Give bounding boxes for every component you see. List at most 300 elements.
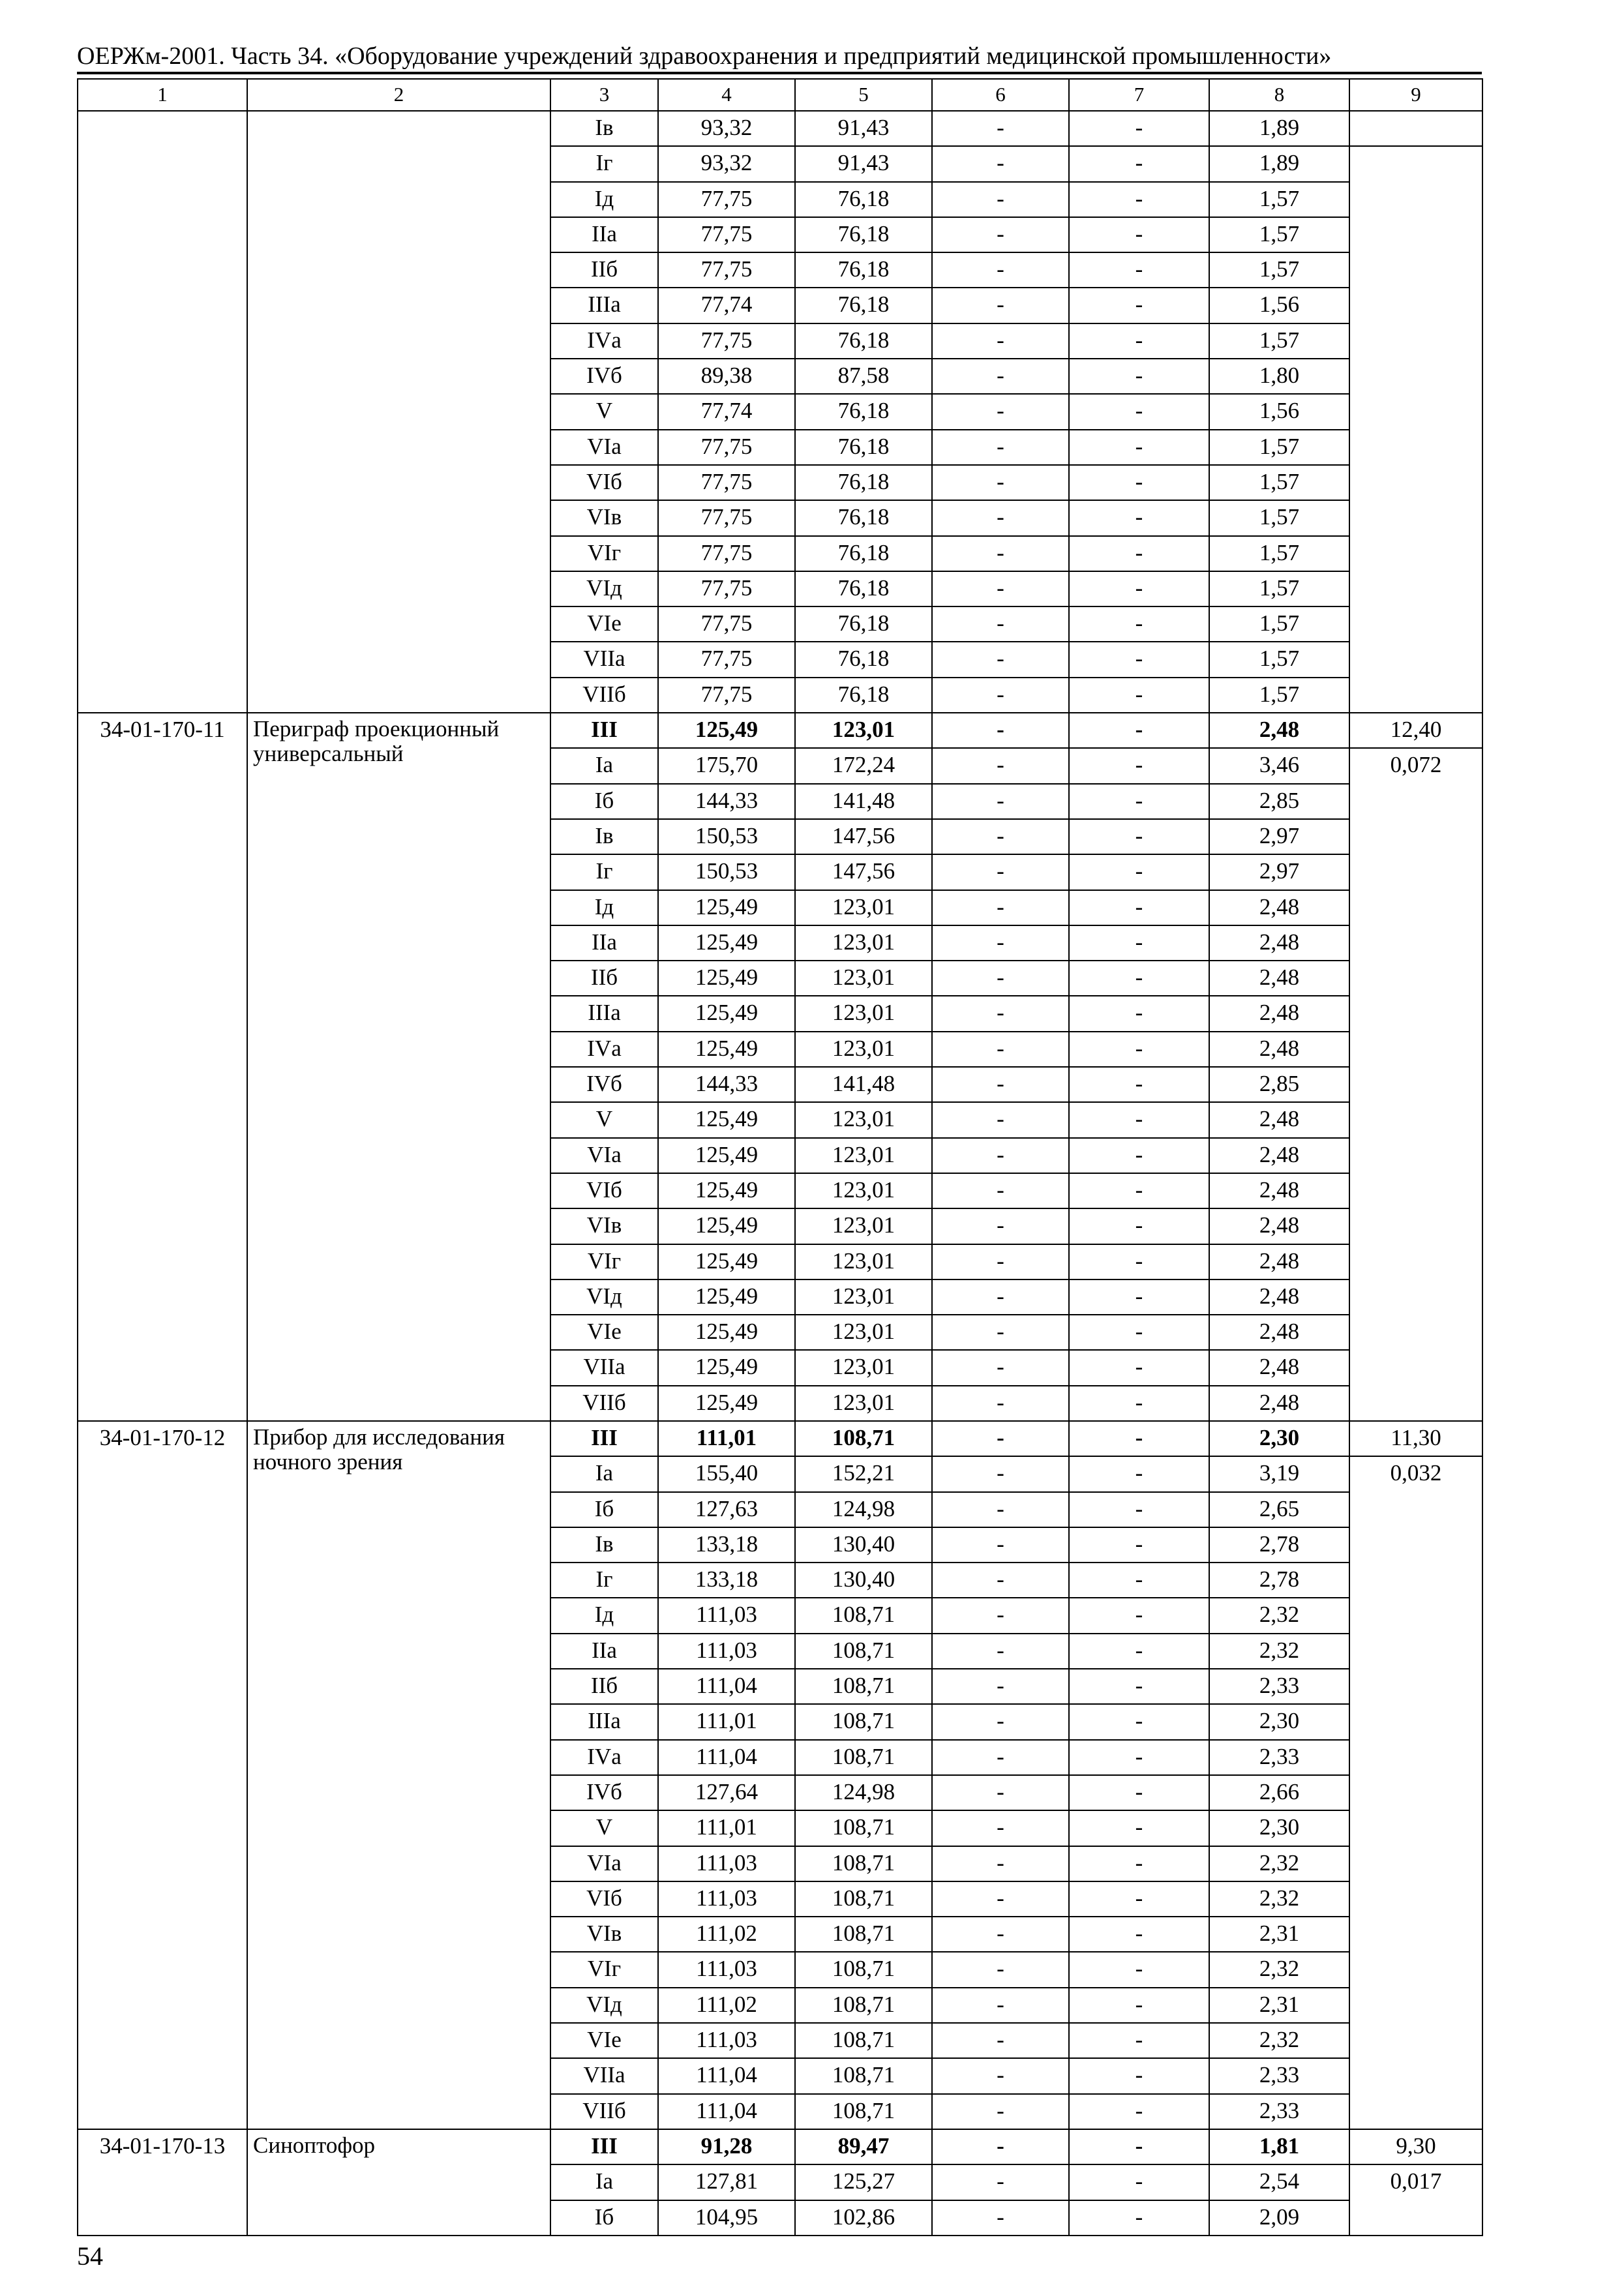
- value-cell: 111,03: [658, 1881, 795, 1917]
- value-cell: VIе: [550, 1315, 658, 1350]
- value-cell: 108,71: [795, 1881, 932, 1917]
- value-cell: -: [1069, 1988, 1209, 2023]
- value-cell: -: [932, 1386, 1069, 1421]
- value-cell: V: [550, 1102, 658, 1137]
- value-cell: 76,18: [795, 678, 932, 713]
- value-cell: -: [1069, 2058, 1209, 2093]
- value-cell: 2,32: [1209, 2023, 1349, 2058]
- value-cell: VIе: [550, 2023, 658, 2058]
- value-cell: IIб: [550, 1669, 658, 1704]
- equipment-name-cell: Периграф проекционный универсальный: [247, 713, 550, 1421]
- value-cell: Iв: [550, 111, 658, 146]
- value-cell: -: [1069, 713, 1209, 748]
- value-cell: 93,32: [658, 146, 795, 181]
- column9-cell: 12,40: [1349, 713, 1482, 748]
- value-cell: Iб: [550, 2200, 658, 2236]
- value-cell: 144,33: [658, 784, 795, 819]
- value-cell: -: [932, 323, 1069, 359]
- value-cell: -: [1069, 1775, 1209, 1810]
- value-cell: 76,18: [795, 217, 932, 252]
- column9-cell: 0,017: [1349, 2164, 1482, 2236]
- value-cell: 2,31: [1209, 1917, 1349, 1952]
- value-cell: VIд: [550, 571, 658, 606]
- value-cell: Iб: [550, 784, 658, 819]
- value-cell: -: [1069, 1350, 1209, 1385]
- value-cell: -: [932, 1032, 1069, 1067]
- value-cell: 2,54: [1209, 2164, 1349, 2200]
- value-cell: VIб: [550, 1881, 658, 1917]
- value-cell: 77,74: [658, 394, 795, 429]
- value-cell: 147,56: [795, 854, 932, 890]
- value-cell: Iв: [550, 1527, 658, 1563]
- value-cell: -: [1069, 182, 1209, 217]
- page-number: 54: [77, 2241, 103, 2271]
- value-cell: 123,01: [795, 1315, 932, 1350]
- value-cell: IVа: [550, 1740, 658, 1775]
- value-cell: -: [1069, 500, 1209, 535]
- value-cell: 125,49: [658, 925, 795, 961]
- value-cell: 2,33: [1209, 1669, 1349, 1704]
- value-cell: -: [932, 182, 1069, 217]
- rate-code-cell: 34-01-170-13: [78, 2129, 247, 2236]
- value-cell: 2,48: [1209, 1032, 1349, 1067]
- value-cell: -: [932, 1492, 1069, 1527]
- value-cell: -: [932, 1279, 1069, 1315]
- rate-code-cell: 34-01-170-12: [78, 1421, 247, 2129]
- value-cell: 1,57: [1209, 571, 1349, 606]
- value-cell: 108,71: [795, 1669, 932, 1704]
- value-cell: 76,18: [795, 323, 932, 359]
- value-cell: 111,03: [658, 2023, 795, 2058]
- value-cell: 111,04: [658, 1740, 795, 1775]
- column-number-cell: 6: [932, 79, 1069, 111]
- rates-table-body: [78, 79, 1482, 2236]
- value-cell: 141,48: [795, 1067, 932, 1102]
- column-number-cell: 3: [550, 79, 658, 111]
- value-cell: VIб: [550, 1173, 658, 1208]
- value-cell: 1,57: [1209, 252, 1349, 288]
- value-cell: 2,78: [1209, 1563, 1349, 1598]
- value-cell: -: [1069, 465, 1209, 500]
- value-cell: 141,48: [795, 784, 932, 819]
- value-cell: 77,75: [658, 252, 795, 288]
- value-cell: -: [932, 1810, 1069, 1846]
- value-cell: 1,89: [1209, 111, 1349, 146]
- value-cell: 130,40: [795, 1527, 932, 1563]
- value-cell: Iа: [550, 1456, 658, 1491]
- value-cell: VIг: [550, 536, 658, 571]
- value-cell: -: [1069, 359, 1209, 394]
- value-cell: -: [932, 1173, 1069, 1208]
- value-cell: IIа: [550, 925, 658, 961]
- value-cell: -: [932, 359, 1069, 394]
- value-cell: 2,32: [1209, 1598, 1349, 1633]
- value-cell: -: [1069, 1740, 1209, 1775]
- value-cell: -: [932, 713, 1069, 748]
- value-cell: -: [1069, 1881, 1209, 1917]
- value-cell: 108,71: [795, 1810, 932, 1846]
- value-cell: 1,57: [1209, 500, 1349, 535]
- value-cell: Iа: [550, 2164, 658, 2200]
- column9-cell: [1349, 111, 1482, 146]
- value-cell: 147,56: [795, 819, 932, 854]
- value-cell: -: [932, 1952, 1069, 1987]
- value-cell: -: [932, 1067, 1069, 1102]
- value-cell: 123,01: [795, 1138, 932, 1173]
- column-number-cell: 8: [1209, 79, 1349, 111]
- value-cell: 3,46: [1209, 748, 1349, 783]
- value-cell: IIIа: [550, 1704, 658, 1739]
- value-cell: -: [1069, 1244, 1209, 1279]
- column-number-cell: 5: [795, 79, 932, 111]
- value-cell: 123,01: [795, 713, 932, 748]
- value-cell: -: [1069, 1173, 1209, 1208]
- value-cell: -: [932, 1846, 1069, 1881]
- value-cell: Iд: [550, 182, 658, 217]
- value-cell: 2,09: [1209, 2200, 1349, 2236]
- value-cell: 102,86: [795, 2200, 932, 2236]
- value-cell: -: [1069, 323, 1209, 359]
- value-cell: -: [932, 500, 1069, 535]
- value-cell: IIб: [550, 961, 658, 996]
- document-header-title: ОЕРЖм-2001. Часть 34. «Оборудование учреждений здравоохранения и предприятий медицинской промышленности»: [77, 42, 1332, 70]
- value-cell: 89,47: [795, 2129, 932, 2164]
- value-cell: 2,97: [1209, 854, 1349, 890]
- value-cell: 133,18: [658, 1563, 795, 1598]
- rates-table: [77, 78, 1483, 2236]
- value-cell: 123,01: [795, 1208, 932, 1244]
- value-cell: -: [1069, 1102, 1209, 1137]
- value-cell: 1,57: [1209, 182, 1349, 217]
- value-cell: VIв: [550, 500, 658, 535]
- value-cell: 144,33: [658, 1067, 795, 1102]
- value-cell: -: [1069, 2094, 1209, 2129]
- value-cell: 2,48: [1209, 961, 1349, 996]
- value-cell: -: [932, 2058, 1069, 2093]
- value-cell: 111,02: [658, 1917, 795, 1952]
- value-cell: -: [932, 1775, 1069, 1810]
- value-cell: 123,01: [795, 1350, 932, 1385]
- value-cell: 125,49: [658, 996, 795, 1031]
- value-cell: 1,57: [1209, 536, 1349, 571]
- value-cell: 2,32: [1209, 1846, 1349, 1881]
- value-cell: 3,19: [1209, 1456, 1349, 1491]
- value-cell: 1,57: [1209, 323, 1349, 359]
- value-cell: -: [932, 784, 1069, 819]
- value-cell: -: [1069, 111, 1209, 146]
- value-cell: 2,30: [1209, 1810, 1349, 1846]
- value-cell: 124,98: [795, 1492, 932, 1527]
- equipment-name-cell: Синоптофор: [247, 2129, 550, 2236]
- value-cell: 2,65: [1209, 1492, 1349, 1527]
- value-cell: IVа: [550, 1032, 658, 1067]
- value-cell: -: [932, 1563, 1069, 1598]
- value-cell: VIв: [550, 1917, 658, 1952]
- value-cell: 125,49: [658, 1102, 795, 1137]
- value-cell: -: [1069, 2164, 1209, 2200]
- value-cell: IIа: [550, 1634, 658, 1669]
- value-cell: 133,18: [658, 1527, 795, 1563]
- value-cell: 2,33: [1209, 1740, 1349, 1775]
- value-cell: 127,64: [658, 1775, 795, 1810]
- value-cell: 1,80: [1209, 359, 1349, 394]
- value-cell: VIIб: [550, 1386, 658, 1421]
- value-cell: 77,75: [658, 642, 795, 677]
- value-cell: VIе: [550, 606, 658, 642]
- value-cell: 125,49: [658, 1173, 795, 1208]
- value-cell: 111,03: [658, 1846, 795, 1881]
- value-cell: 108,71: [795, 1846, 932, 1881]
- value-cell: 123,01: [795, 1032, 932, 1067]
- value-cell: 123,01: [795, 996, 932, 1031]
- value-cell: 125,27: [795, 2164, 932, 2200]
- value-cell: 1,56: [1209, 288, 1349, 323]
- value-cell: 2,31: [1209, 1988, 1349, 2023]
- value-cell: 89,38: [658, 359, 795, 394]
- value-cell: -: [932, 1704, 1069, 1739]
- column9-cell: [1349, 146, 1482, 713]
- column-number-cell: 9: [1349, 79, 1482, 111]
- value-cell: -: [1069, 2200, 1209, 2236]
- value-cell: 1,57: [1209, 678, 1349, 713]
- value-cell: 2,48: [1209, 996, 1349, 1031]
- value-cell: Iб: [550, 1492, 658, 1527]
- value-cell: -: [932, 111, 1069, 146]
- value-cell: -: [932, 925, 1069, 961]
- value-cell: III: [550, 2129, 658, 2164]
- value-cell: 1,57: [1209, 606, 1349, 642]
- value-cell: 111,04: [658, 2094, 795, 2129]
- value-cell: -: [932, 1881, 1069, 1917]
- value-cell: -: [932, 2094, 1069, 2129]
- value-cell: -: [1069, 606, 1209, 642]
- value-cell: 108,71: [795, 1704, 932, 1739]
- value-cell: IVб: [550, 1067, 658, 1102]
- value-cell: 2,30: [1209, 1704, 1349, 1739]
- value-cell: -: [932, 1740, 1069, 1775]
- value-cell: 76,18: [795, 606, 932, 642]
- value-cell: Iа: [550, 748, 658, 783]
- value-cell: 77,75: [658, 465, 795, 500]
- value-cell: 108,71: [795, 2094, 932, 2129]
- value-cell: -: [932, 2164, 1069, 2200]
- value-cell: 2,32: [1209, 1634, 1349, 1669]
- value-cell: Iг: [550, 854, 658, 890]
- value-cell: Iд: [550, 1598, 658, 1633]
- value-cell: 2,32: [1209, 1881, 1349, 1917]
- value-cell: -: [1069, 1315, 1209, 1350]
- value-cell: 111,01: [658, 1421, 795, 1456]
- value-cell: 125,49: [658, 1386, 795, 1421]
- value-cell: -: [932, 536, 1069, 571]
- value-cell: 93,32: [658, 111, 795, 146]
- value-cell: 124,98: [795, 1775, 932, 1810]
- value-cell: 2,33: [1209, 2058, 1349, 2093]
- value-cell: -: [932, 678, 1069, 713]
- value-cell: -: [932, 1315, 1069, 1350]
- value-cell: 2,66: [1209, 1775, 1349, 1810]
- value-cell: 111,03: [658, 1952, 795, 1987]
- value-cell: -: [1069, 430, 1209, 465]
- value-cell: 108,71: [795, 1598, 932, 1633]
- value-cell: 77,75: [658, 500, 795, 535]
- value-cell: 108,71: [795, 1988, 932, 2023]
- value-cell: 1,57: [1209, 465, 1349, 500]
- value-cell: -: [932, 252, 1069, 288]
- value-cell: -: [1069, 642, 1209, 677]
- value-cell: 2,48: [1209, 1208, 1349, 1244]
- column9-cell: 0,072: [1349, 748, 1482, 1421]
- value-cell: 1,57: [1209, 217, 1349, 252]
- value-cell: VIа: [550, 430, 658, 465]
- value-cell: 76,18: [795, 288, 932, 323]
- value-cell: 123,01: [795, 1102, 932, 1137]
- value-cell: -: [1069, 1598, 1209, 1633]
- value-cell: -: [1069, 819, 1209, 854]
- value-cell: -: [1069, 1917, 1209, 1952]
- value-cell: V: [550, 1810, 658, 1846]
- value-cell: 125,49: [658, 961, 795, 996]
- value-cell: VIа: [550, 1138, 658, 1173]
- value-cell: VIг: [550, 1244, 658, 1279]
- value-cell: 125,49: [658, 890, 795, 925]
- value-cell: -: [1069, 784, 1209, 819]
- value-cell: Iд: [550, 890, 658, 925]
- value-cell: 76,18: [795, 500, 932, 535]
- value-cell: 77,75: [658, 182, 795, 217]
- value-cell: IIIа: [550, 996, 658, 1031]
- value-cell: 91,43: [795, 146, 932, 181]
- value-cell: VIIб: [550, 678, 658, 713]
- value-cell: -: [1069, 925, 1209, 961]
- value-cell: 91,28: [658, 2129, 795, 2164]
- value-cell: -: [1069, 961, 1209, 996]
- value-cell: -: [1069, 1386, 1209, 1421]
- value-cell: 2,33: [1209, 2094, 1349, 2129]
- value-cell: -: [932, 642, 1069, 677]
- table-row: [78, 111, 1482, 146]
- value-cell: 76,18: [795, 642, 932, 677]
- value-cell: 76,18: [795, 182, 932, 217]
- column-number-cell: 1: [78, 79, 247, 111]
- value-cell: 127,63: [658, 1492, 795, 1527]
- value-cell: 172,24: [795, 748, 932, 783]
- value-cell: 1,56: [1209, 394, 1349, 429]
- value-cell: 108,71: [795, 1952, 932, 1987]
- value-cell: III: [550, 713, 658, 748]
- value-cell: 123,01: [795, 1244, 932, 1279]
- value-cell: 111,02: [658, 1988, 795, 2023]
- rate-code-cell: [78, 111, 247, 713]
- value-cell: 87,58: [795, 359, 932, 394]
- value-cell: Iг: [550, 146, 658, 181]
- value-cell: 2,48: [1209, 1173, 1349, 1208]
- value-cell: -: [1069, 1952, 1209, 1987]
- value-cell: 104,95: [658, 2200, 795, 2236]
- value-cell: -: [932, 1421, 1069, 1456]
- value-cell: 150,53: [658, 819, 795, 854]
- value-cell: 108,71: [795, 1634, 932, 1669]
- column-number-cell: 2: [247, 79, 550, 111]
- value-cell: -: [932, 819, 1069, 854]
- value-cell: -: [1069, 748, 1209, 783]
- value-cell: -: [1069, 1456, 1209, 1491]
- value-cell: 123,01: [795, 961, 932, 996]
- value-cell: -: [932, 1988, 1069, 2023]
- column9-cell: 0,032: [1349, 1456, 1482, 2129]
- value-cell: 2,30: [1209, 1421, 1349, 1456]
- value-cell: 111,03: [658, 1634, 795, 1669]
- value-cell: -: [932, 1102, 1069, 1137]
- value-cell: VIIб: [550, 2094, 658, 2129]
- value-cell: 125,49: [658, 1138, 795, 1173]
- value-cell: Iв: [550, 819, 658, 854]
- value-cell: -: [1069, 217, 1209, 252]
- value-cell: 91,43: [795, 111, 932, 146]
- value-cell: 77,74: [658, 288, 795, 323]
- value-cell: IVа: [550, 323, 658, 359]
- value-cell: 125,49: [658, 1208, 795, 1244]
- value-cell: -: [932, 961, 1069, 996]
- value-cell: 108,71: [795, 2058, 932, 2093]
- value-cell: -: [1069, 1421, 1209, 1456]
- value-cell: -: [1069, 1563, 1209, 1598]
- equipment-name-cell: Прибор для исследования ночного зрения: [247, 1421, 550, 2129]
- value-cell: 111,01: [658, 1704, 795, 1739]
- value-cell: -: [1069, 1032, 1209, 1067]
- value-cell: IIIа: [550, 288, 658, 323]
- value-cell: 125,49: [658, 1279, 795, 1315]
- value-cell: -: [1069, 1208, 1209, 1244]
- value-cell: -: [932, 288, 1069, 323]
- value-cell: 111,04: [658, 1669, 795, 1704]
- value-cell: 123,01: [795, 1386, 932, 1421]
- value-cell: 77,75: [658, 571, 795, 606]
- value-cell: 77,75: [658, 217, 795, 252]
- column-number-cell: 4: [658, 79, 795, 111]
- value-cell: 123,01: [795, 890, 932, 925]
- value-cell: -: [932, 2129, 1069, 2164]
- value-cell: -: [932, 1208, 1069, 1244]
- value-cell: 1,81: [1209, 2129, 1349, 2164]
- value-cell: 77,75: [658, 536, 795, 571]
- value-cell: IIб: [550, 252, 658, 288]
- value-cell: 108,71: [795, 2023, 932, 2058]
- value-cell: 125,49: [658, 1315, 795, 1350]
- column-number-cell: 7: [1069, 79, 1209, 111]
- value-cell: IVб: [550, 1775, 658, 1810]
- value-cell: 1,57: [1209, 642, 1349, 677]
- value-cell: 127,81: [658, 2164, 795, 2200]
- value-cell: -: [1069, 1810, 1209, 1846]
- header-rule: [77, 72, 1482, 74]
- value-cell: 2,48: [1209, 713, 1349, 748]
- value-cell: 2,85: [1209, 1067, 1349, 1102]
- value-cell: -: [932, 996, 1069, 1031]
- value-cell: -: [932, 146, 1069, 181]
- value-cell: 76,18: [795, 394, 932, 429]
- value-cell: -: [1069, 536, 1209, 571]
- value-cell: -: [1069, 1138, 1209, 1173]
- value-cell: 77,75: [658, 430, 795, 465]
- value-cell: IVб: [550, 359, 658, 394]
- value-cell: -: [1069, 996, 1209, 1031]
- value-cell: VIIа: [550, 1350, 658, 1385]
- value-cell: -: [932, 1350, 1069, 1385]
- value-cell: -: [1069, 146, 1209, 181]
- value-cell: 108,71: [795, 1421, 932, 1456]
- value-cell: VIIа: [550, 2058, 658, 2093]
